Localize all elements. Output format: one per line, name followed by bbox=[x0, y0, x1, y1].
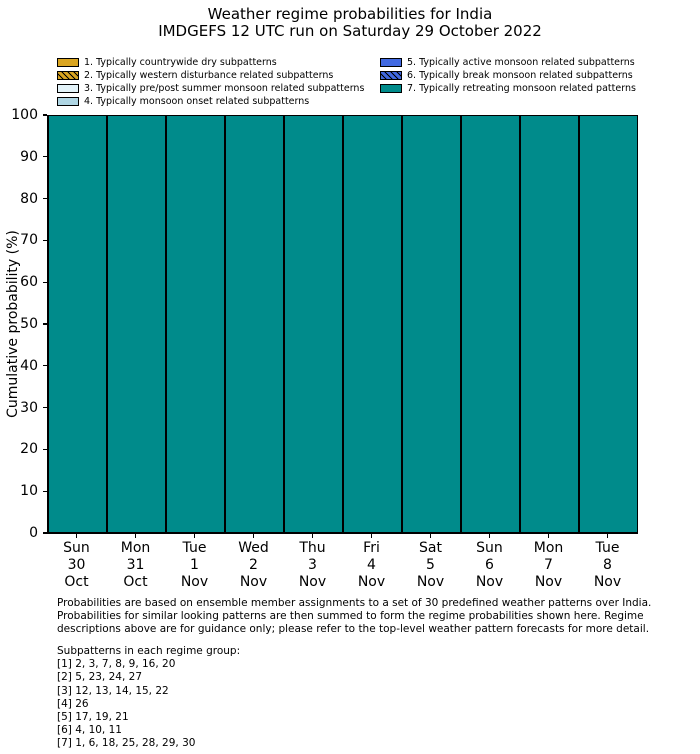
legend-label: 7. Typically retreating monsoon related patterns bbox=[407, 83, 636, 94]
legend-label: 4. Typically monsoon onset related subpatterns bbox=[84, 96, 310, 107]
subpatterns-line: [7] 1, 6, 18, 25, 28, 29, 30 bbox=[57, 737, 196, 750]
legend-swatch-icon bbox=[57, 97, 79, 106]
x-tick-mark bbox=[607, 534, 608, 538]
notes-line: descriptions above are for guidance only; please refer to the top-level weather pattern forecasts for more detail. bbox=[57, 623, 650, 636]
subpatterns-lines bbox=[57, 658, 457, 750]
bar-segment bbox=[402, 115, 461, 533]
bar-segment bbox=[107, 115, 166, 533]
x-tick-label bbox=[578, 534, 637, 591]
legend-swatch-icon bbox=[380, 71, 402, 80]
x-tick-label bbox=[460, 534, 519, 591]
x-tick-label-line: 1 bbox=[190, 557, 199, 573]
legend-item bbox=[57, 95, 364, 108]
x-tick-label-line: Mon bbox=[120, 540, 151, 556]
legend-item bbox=[380, 82, 636, 95]
y-tick-label: 30 bbox=[20, 399, 38, 416]
x-tick-label-line: Nov bbox=[534, 574, 563, 590]
legend-swatch-icon bbox=[57, 71, 79, 80]
x-tick-label-line: 31 bbox=[126, 557, 145, 573]
x-tick-label bbox=[519, 534, 578, 591]
x-tick-label-line: Sun bbox=[63, 540, 90, 556]
bar-thu-3-nov bbox=[284, 115, 343, 533]
x-tick-label bbox=[224, 534, 283, 591]
x-tick-label-line: Wed bbox=[238, 540, 269, 556]
x-tick-label-line: Oct bbox=[123, 574, 148, 590]
x-tick-mark bbox=[548, 534, 549, 538]
bar-segment bbox=[343, 115, 402, 533]
plot-area bbox=[47, 115, 638, 534]
y-axis-label: Cumulative probability (%) bbox=[5, 230, 21, 418]
x-tick-label-line: Nov bbox=[298, 574, 327, 590]
bar-segment bbox=[284, 115, 343, 533]
subpatterns-line: [2] 5, 23, 24, 27 bbox=[57, 671, 142, 684]
x-tick-label-line: 6 bbox=[485, 557, 494, 573]
x-tick-label-line: Nov bbox=[239, 574, 268, 590]
bar-segment bbox=[48, 115, 107, 533]
bar-sun-30-oct bbox=[48, 115, 107, 533]
x-tick-label-line: Nov bbox=[416, 574, 445, 590]
y-tick-label: 60 bbox=[20, 274, 38, 291]
subpatterns-line: [1] 2, 3, 7, 8, 9, 16, 20 bbox=[57, 658, 176, 671]
y-tick-label: 10 bbox=[20, 483, 38, 500]
legend-swatch-icon bbox=[57, 84, 79, 93]
legend-item bbox=[57, 56, 364, 69]
x-tick-label-line: Thu bbox=[299, 540, 326, 556]
x-tick-label-line: Fri bbox=[363, 540, 380, 556]
subpatterns-line: [4] 26 bbox=[57, 697, 89, 710]
y-tick-label: 0 bbox=[29, 525, 38, 541]
bar-segment bbox=[579, 115, 638, 533]
subpatterns-line: [5] 17, 19, 21 bbox=[57, 711, 129, 724]
x-tick-label-line: 2 bbox=[249, 557, 258, 573]
x-tick-label bbox=[342, 534, 401, 591]
legend-swatch-icon bbox=[380, 84, 402, 93]
legend-label: 3. Typically pre/post summer monsoon related subpatterns bbox=[84, 83, 365, 94]
y-tick-label: 50 bbox=[20, 316, 38, 332]
x-tick-mark bbox=[194, 534, 195, 538]
x-tick-label-line: Nov bbox=[475, 574, 504, 590]
x-tick-label-line: Nov bbox=[593, 574, 622, 590]
bar-segment bbox=[166, 115, 225, 533]
subpatterns-block bbox=[57, 645, 457, 751]
bar-mon-31-oct bbox=[107, 115, 166, 533]
y-tick-label: 70 bbox=[20, 232, 38, 249]
legend-item bbox=[57, 69, 364, 82]
x-tick-label-line: Oct bbox=[64, 574, 89, 590]
y-tick-label: 100 bbox=[11, 107, 38, 123]
legend-item bbox=[57, 82, 364, 95]
legend-swatch-icon bbox=[380, 58, 402, 67]
bar-tue-1-nov bbox=[166, 115, 225, 533]
x-tick-label-line: 5 bbox=[426, 557, 435, 573]
y-tick-label: 80 bbox=[20, 190, 38, 207]
bar-mon-7-nov bbox=[520, 115, 579, 533]
x-tick-mark bbox=[135, 534, 136, 538]
x-tick-label bbox=[401, 534, 460, 591]
x-tick-label-line: Nov bbox=[180, 574, 209, 590]
x-tick-label-line: 3 bbox=[308, 557, 317, 573]
legend-label: 2. Typically western disturbance related subpatterns bbox=[84, 70, 334, 81]
bar-segment bbox=[520, 115, 579, 533]
notes-paragraph bbox=[57, 597, 697, 637]
x-tick-mark bbox=[76, 534, 77, 538]
bars-container bbox=[48, 115, 638, 533]
x-tick-label bbox=[283, 534, 342, 591]
y-axis bbox=[0, 107, 47, 541]
bar-wed-2-nov bbox=[225, 115, 284, 533]
x-tick-label-line: 8 bbox=[603, 557, 612, 573]
x-tick-label-line: 4 bbox=[367, 557, 376, 573]
y-tick-label: 20 bbox=[20, 441, 38, 458]
x-tick-label-line: Tue bbox=[595, 540, 620, 556]
subpatterns-heading: Subpatterns in each regime group: bbox=[57, 645, 241, 657]
x-axis bbox=[47, 534, 637, 591]
bar-segment bbox=[461, 115, 520, 533]
y-tick-label: 90 bbox=[20, 148, 38, 165]
x-tick-mark bbox=[430, 534, 431, 538]
x-tick-label-line: Sat bbox=[419, 540, 442, 556]
chart-title-line2: IMDGEFS 12 UTC run on Saturday 29 October 2022 bbox=[158, 22, 542, 40]
bar-segment bbox=[225, 115, 284, 533]
bar-fri-4-nov bbox=[343, 115, 402, 533]
notes-line: Probabilities for similar looking patterns are then summed to form the regime probabilities shown here. Regime bbox=[57, 610, 644, 623]
bar-sat-5-nov bbox=[402, 115, 461, 533]
chart-title-line1: Weather regime probabilities for India bbox=[207, 5, 493, 23]
x-tick-label-line: Nov bbox=[357, 574, 386, 590]
legend-swatch-icon bbox=[57, 58, 79, 67]
x-tick-label-line: Mon bbox=[533, 540, 564, 556]
x-tick-mark bbox=[489, 534, 490, 538]
y-tick-label: 40 bbox=[20, 357, 38, 374]
legend-item bbox=[380, 56, 636, 69]
x-tick-label-line: 30 bbox=[67, 557, 86, 573]
subpatterns-line: [3] 12, 13, 14, 15, 22 bbox=[57, 684, 169, 697]
x-tick-label bbox=[165, 534, 224, 591]
legend-label: 6. Typically break monsoon related subpatterns bbox=[407, 70, 633, 81]
x-tick-label-line: Tue bbox=[182, 540, 207, 556]
bar-tue-8-nov bbox=[579, 115, 638, 533]
x-tick-mark bbox=[253, 534, 254, 538]
x-tick-label bbox=[106, 534, 165, 591]
x-tick-mark bbox=[312, 534, 313, 538]
bar-sun-6-nov bbox=[461, 115, 520, 533]
x-tick-label-line: 7 bbox=[544, 557, 553, 573]
legend-label: 1. Typically countrywide dry subpatterns bbox=[84, 57, 277, 68]
legend-column-right bbox=[380, 56, 636, 95]
x-tick-label bbox=[47, 534, 106, 591]
subpatterns-line: [6] 4, 10, 11 bbox=[57, 724, 122, 737]
notes-line: Probabilities are based on ensemble member assignments to a set of 30 predefined weather patterns over India. bbox=[57, 597, 652, 609]
legend-column-left bbox=[57, 56, 364, 108]
x-tick-mark bbox=[371, 534, 372, 538]
chart-title bbox=[0, 6, 700, 40]
legend-label: 5. Typically active monsoon related subpatterns bbox=[407, 57, 635, 68]
legend-item bbox=[380, 69, 636, 82]
x-tick-label-line: Sun bbox=[476, 540, 503, 556]
